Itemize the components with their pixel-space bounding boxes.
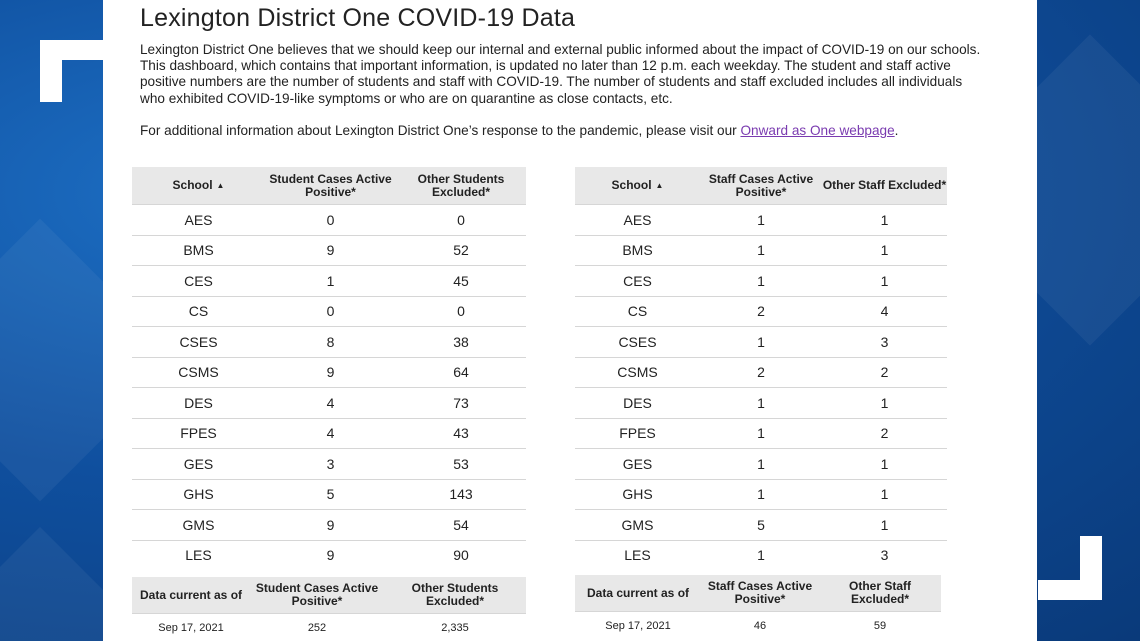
student-school-cell: GES — [132, 449, 265, 480]
staff-table-row — [575, 510, 947, 541]
student-school-cell: FPES — [132, 418, 265, 449]
student-table-row — [132, 540, 526, 570]
staff-school-cell: AES — [575, 205, 700, 236]
student-table-row — [132, 479, 526, 510]
student-summary-excluded: 2,335 — [384, 614, 526, 641]
student-table-row — [132, 296, 526, 327]
student-school-cell: GMS — [132, 510, 265, 541]
student-table-row — [132, 235, 526, 266]
staff-summary-cases-header: Staff Cases Active Positive* — [701, 575, 819, 612]
more-info-end: . — [894, 123, 899, 138]
student-school-cell: LES — [132, 540, 265, 570]
student-cases-cell: 5 — [265, 479, 396, 510]
corner-bracket-bottom-right — [1038, 536, 1102, 600]
student-excluded-cell: 73 — [396, 388, 526, 419]
staff-cases-cell: 1 — [700, 327, 822, 358]
staff-school-cell: CSMS — [575, 357, 700, 388]
staff-table-row — [575, 449, 947, 480]
student-summary-cases: 252 — [250, 614, 384, 641]
student-summary-table — [132, 577, 526, 641]
student-school-cell: CES — [132, 266, 265, 297]
student-excluded-header[interactable]: Other Students Excluded* — [396, 167, 526, 205]
staff-cases-cell: 2 — [700, 357, 822, 388]
staff-school-cell: CES — [575, 266, 700, 297]
student-summary-date: Sep 17, 2021 — [132, 614, 250, 641]
staff-cases-cell: 5 — [700, 510, 822, 541]
staff-excluded-cell: 1 — [822, 388, 947, 419]
sort-ascending-icon[interactable]: ▲ — [655, 181, 664, 191]
staff-excluded-cell: 1 — [822, 266, 947, 297]
student-excluded-cell: 52 — [396, 235, 526, 266]
student-cases-cell: 0 — [265, 205, 396, 236]
onward-as-one-link[interactable]: Onward as One webpage — [740, 123, 895, 138]
staff-school-cell: BMS — [575, 235, 700, 266]
student-excluded-cell: 143 — [396, 479, 526, 510]
staff-table-row — [575, 388, 947, 419]
dashboard-panel — [103, 0, 1037, 641]
student-excluded-cell: 53 — [396, 449, 526, 480]
intro-paragraph: Lexington District One believes that we should keep our internal and external public informed about the impact of COVID-19 on our schools. This dashboard, which contains that important information, is updated no later than 12 p.m. each weekday. The student and staff active positive numbers are the number of students and staff with COVID-19. The number of students and staff excluded includes all individuals who exhibited COVID-19-like symptoms or who are on quarantine as close contacts, etc. — [140, 42, 981, 106]
student-cases-cell: 0 — [265, 296, 396, 327]
staff-table-row — [575, 418, 947, 449]
student-cases-header[interactable]: Student Cases Active Positive* — [265, 167, 396, 205]
staff-cases-cell: 1 — [700, 418, 822, 449]
student-excluded-cell: 90 — [396, 540, 526, 570]
staff-school-cell: LES — [575, 540, 700, 570]
student-excluded-cell: 0 — [396, 296, 526, 327]
student-table-row — [132, 510, 526, 541]
student-excluded-cell: 38 — [396, 327, 526, 358]
student-cases-cell: 8 — [265, 327, 396, 358]
staff-school-cell: GMS — [575, 510, 700, 541]
student-table-row — [132, 449, 526, 480]
student-cases-cell: 1 — [265, 266, 396, 297]
staff-excluded-cell: 1 — [822, 479, 947, 510]
student-excluded-cell: 43 — [396, 418, 526, 449]
student-table-row — [132, 205, 526, 236]
student-school-header[interactable]: School ▲ — [132, 167, 265, 205]
student-summary-excluded-header: Other Students Excluded* — [384, 577, 526, 614]
page-title: Lexington District One COVID-19 Data — [140, 4, 576, 32]
student-school-cell: BMS — [132, 235, 265, 266]
staff-summary-excluded-header: Other Staff Excluded* — [819, 575, 941, 612]
staff-excluded-cell: 1 — [822, 205, 947, 236]
student-school-cell: GHS — [132, 479, 265, 510]
staff-school-header[interactable]: School ▲ — [575, 167, 700, 205]
sort-ascending-icon[interactable]: ▲ — [216, 181, 225, 191]
staff-excluded-cell: 3 — [822, 540, 947, 570]
student-cases-cell: 4 — [265, 388, 396, 419]
staff-excluded-cell: 1 — [822, 510, 947, 541]
staff-table-row — [575, 540, 947, 570]
staff-school-cell: CS — [575, 296, 700, 327]
staff-school-cell: GES — [575, 449, 700, 480]
staff-excluded-cell: 1 — [822, 235, 947, 266]
staff-excluded-header[interactable]: Other Staff Excluded* — [822, 167, 947, 205]
student-cases-cell: 3 — [265, 449, 396, 480]
staff-table-row — [575, 327, 947, 358]
student-excluded-cell: 45 — [396, 266, 526, 297]
staff-school-cell: GHS — [575, 479, 700, 510]
staff-excluded-cell: 2 — [822, 418, 947, 449]
student-cases-cell: 9 — [265, 510, 396, 541]
student-cases-cell: 4 — [265, 418, 396, 449]
student-table-row — [132, 418, 526, 449]
student-table-row — [132, 327, 526, 358]
staff-excluded-cell: 4 — [822, 296, 947, 327]
student-school-cell: CS — [132, 296, 265, 327]
staff-table-row — [575, 235, 947, 266]
student-excluded-cell: 54 — [396, 510, 526, 541]
more-info-paragraph — [140, 123, 1000, 138]
student-summary-date-header: Data current as of — [132, 577, 250, 614]
staff-cases-cell: 1 — [700, 235, 822, 266]
staff-table — [575, 167, 947, 570]
student-cases-cell: 9 — [265, 235, 396, 266]
staff-table-row — [575, 357, 947, 388]
staff-cases-cell: 1 — [700, 449, 822, 480]
student-table-row — [132, 388, 526, 419]
staff-excluded-cell: 1 — [822, 449, 947, 480]
staff-table-row — [575, 205, 947, 236]
student-cases-cell: 9 — [265, 357, 396, 388]
more-info-text: For additional information about Lexington District One’s response to the pandemic, please visit our — [140, 123, 741, 138]
staff-table-row — [575, 266, 947, 297]
staff-cases-cell: 1 — [700, 540, 822, 570]
staff-summary-date-header: Data current as of — [575, 575, 701, 612]
staff-school-cell: CSES — [575, 327, 700, 358]
student-excluded-cell: 0 — [396, 205, 526, 236]
staff-excluded-cell: 2 — [822, 357, 947, 388]
corner-bracket-top-left — [40, 40, 104, 102]
staff-table-row — [575, 296, 947, 327]
student-school-cell: AES — [132, 205, 265, 236]
student-school-cell: CSMS — [132, 357, 265, 388]
student-summary-cases-header: Student Cases Active Positive* — [250, 577, 384, 614]
staff-cases-cell: 1 — [700, 388, 822, 419]
staff-summary-table — [575, 575, 941, 639]
staff-school-cell: DES — [575, 388, 700, 419]
student-excluded-cell: 64 — [396, 357, 526, 388]
staff-table-row — [575, 479, 947, 510]
student-table — [132, 167, 526, 570]
staff-school-cell: FPES — [575, 418, 700, 449]
staff-excluded-cell: 3 — [822, 327, 947, 358]
staff-cases-header[interactable]: Staff Cases Active Positive* — [700, 167, 822, 205]
staff-summary-cases: 46 — [701, 612, 819, 640]
student-table-row — [132, 357, 526, 388]
staff-cases-cell: 1 — [700, 479, 822, 510]
staff-summary-date: Sep 17, 2021 — [575, 612, 701, 640]
staff-summary-excluded: 59 — [819, 612, 941, 640]
student-cases-cell: 9 — [265, 540, 396, 570]
student-table-row — [132, 266, 526, 297]
staff-cases-cell: 1 — [700, 266, 822, 297]
staff-cases-cell: 2 — [700, 296, 822, 327]
student-school-cell: DES — [132, 388, 265, 419]
staff-cases-cell: 1 — [700, 205, 822, 236]
student-school-cell: CSES — [132, 327, 265, 358]
